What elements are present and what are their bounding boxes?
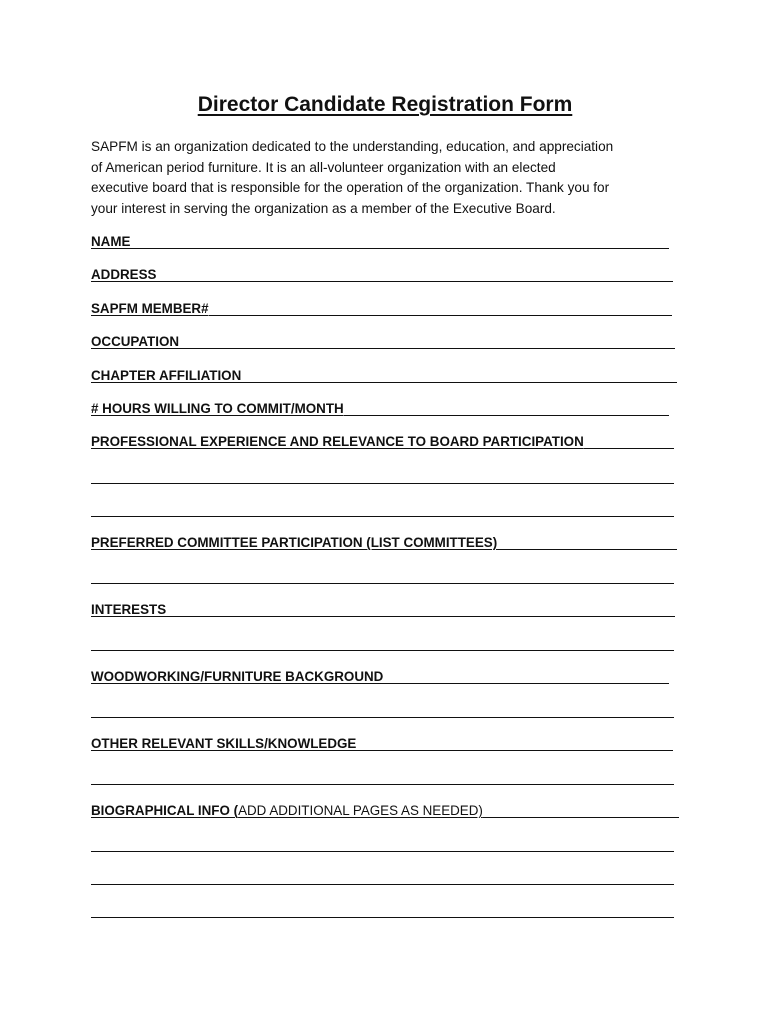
- occupation-blank[interactable]: [179, 348, 675, 349]
- chapter-affiliation-blank[interactable]: [241, 382, 677, 383]
- skills-field[interactable]: [91, 734, 673, 752]
- intro-line: of American period furniture. It is an all-volunteer organization with an elected: [91, 159, 556, 175]
- member-number-blank[interactable]: [209, 315, 672, 316]
- name-blank[interactable]: [130, 248, 669, 249]
- hours-field[interactable]: [91, 399, 669, 417]
- biographical-info-line[interactable]: [91, 917, 674, 918]
- skills-label: OTHER RELEVANT SKILLS/KNOWLEDGE: [91, 736, 357, 751]
- occupation-field[interactable]: [91, 332, 675, 350]
- biographical-info-line[interactable]: [91, 851, 674, 852]
- address-blank[interactable]: [156, 281, 673, 282]
- skills-blank[interactable]: [356, 750, 673, 751]
- interests-field[interactable]: [91, 600, 675, 618]
- chapter-affiliation-field[interactable]: [91, 366, 677, 384]
- woodworking-field[interactable]: [91, 667, 669, 685]
- name-field[interactable]: [91, 232, 669, 250]
- address-field[interactable]: [91, 265, 673, 283]
- skills-line[interactable]: [91, 784, 674, 785]
- intro-line: your interest in serving the organization as a member of the Executive Board.: [91, 200, 556, 216]
- experience-field[interactable]: [91, 432, 674, 450]
- biographical-info-note: ADD ADDITIONAL PAGES AS NEEDED): [238, 803, 483, 818]
- hours-blank[interactable]: [344, 415, 669, 416]
- experience-blank[interactable]: [584, 448, 674, 449]
- intro-line: SAPFM is an organization dedicated to the understanding, education, and appreciation: [91, 139, 614, 154]
- name-label: NAME: [91, 234, 131, 249]
- biographical-info-line[interactable]: [91, 884, 674, 885]
- biographical-info-field[interactable]: [91, 801, 679, 819]
- woodworking-blank[interactable]: [383, 683, 669, 684]
- hours-label: # HOURS WILLING TO COMMIT/MONTH: [91, 401, 344, 416]
- intro-line: executive board that is responsible for the operation of the organization. Thank you for: [91, 180, 610, 196]
- intro-paragraph: [91, 137, 681, 219]
- interests-label: INTERESTS: [91, 602, 167, 617]
- committees-blank[interactable]: [497, 549, 677, 550]
- member-number-field[interactable]: [91, 299, 672, 317]
- committees-line[interactable]: [91, 583, 674, 584]
- committees-field[interactable]: [91, 533, 677, 551]
- address-label: ADDRESS: [91, 267, 157, 282]
- experience-line[interactable]: [91, 483, 674, 484]
- woodworking-line[interactable]: [91, 717, 674, 718]
- chapter-affiliation-label: CHAPTER AFFILIATION: [91, 368, 242, 383]
- biographical-info-blank[interactable]: [483, 817, 679, 818]
- interests-blank[interactable]: [166, 616, 675, 617]
- biographical-info-label: [91, 803, 483, 819]
- occupation-label: OCCUPATION: [91, 334, 180, 349]
- woodworking-label: WOODWORKING/FURNITURE BACKGROUND: [91, 669, 384, 684]
- form-title: Director Candidate Registration Form: [197, 93, 573, 116]
- member-number-label: SAPFM MEMBER#: [91, 301, 209, 316]
- interests-line[interactable]: [91, 650, 674, 651]
- experience-label: PROFESSIONAL EXPERIENCE AND RELEVANCE TO BOARD PARTICIPATION: [91, 434, 584, 449]
- biographical-info-title: BIOGRAPHICAL INFO (: [91, 803, 239, 818]
- committees-label: PREFERRED COMMITTEE PARTICIPATION (LIST COMMITTEES): [91, 535, 498, 550]
- experience-line[interactable]: [91, 516, 674, 517]
